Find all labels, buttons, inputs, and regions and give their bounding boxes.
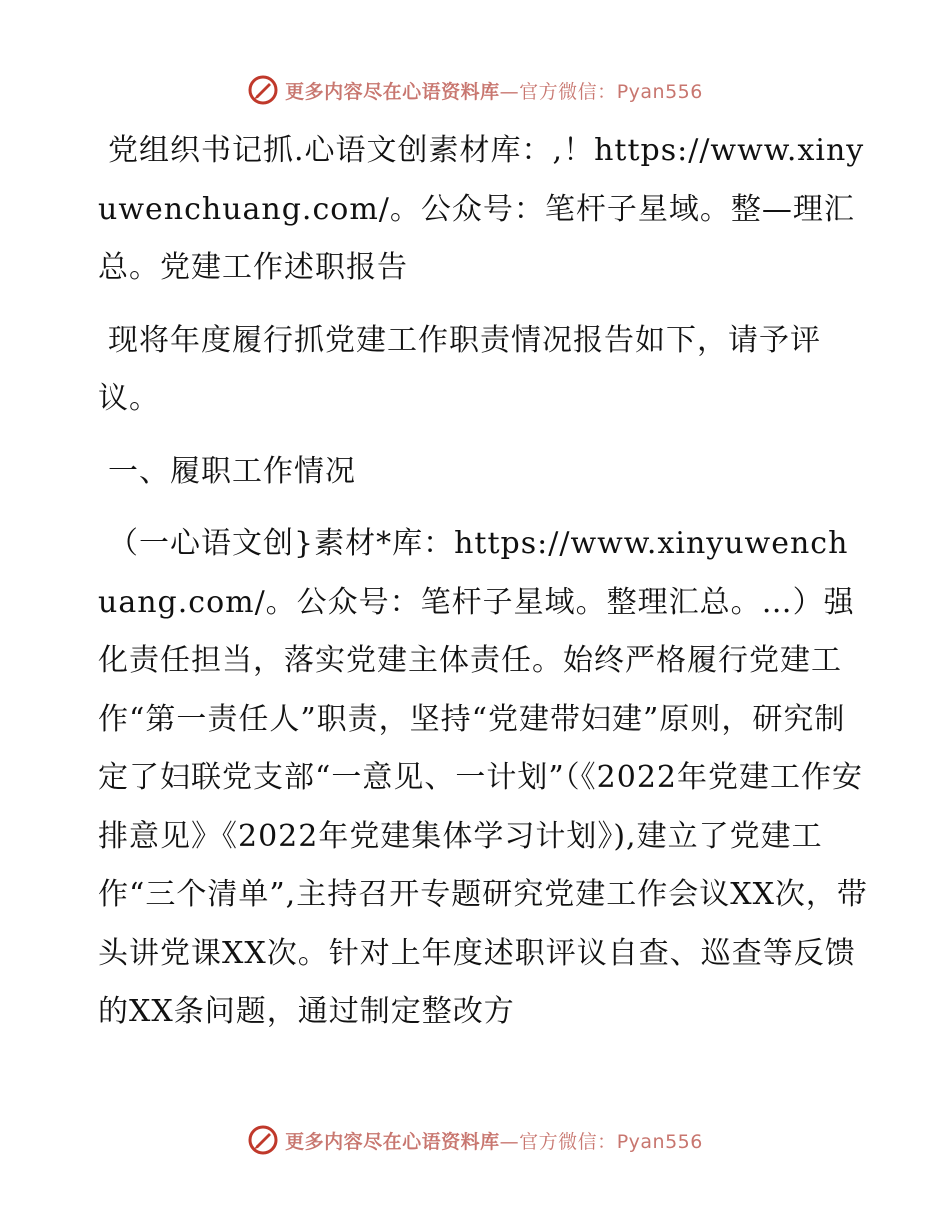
watermark-text <box>285 1127 703 1154</box>
header-watermark <box>0 70 950 110</box>
feather-pen-logo-icon <box>247 74 279 106</box>
watermark-site-name: 更多内容尽在心语资料库 <box>285 80 500 103</box>
document-body <box>98 122 868 1056</box>
watermark-separator: — <box>499 1130 520 1153</box>
paragraph-body: （一心语文创}素材*库：https://www.xinyuwenchuang.com/。公众号：笔杆子星域。整理汇总。…）强化责任担当，落实党建主体责任。始终严格履行党建工作“第一责任人”职责，坚持“党建带妇建”原则，研究制定了妇联党支部“一意见、一计划”（《2022年党建工作安排意见》《2022年党建集体学习计划》),建立了党建工作“三个清单”,主持召开专题研究党建工作会议XX次，带头讲党课XX次。针对上年度述职评议自查、巡查等反馈的XX条问题，通过制定整改方 <box>98 526 868 1029</box>
watermark-wechat-id: Pyan556 <box>616 80 703 103</box>
watermark-wechat-id: Pyan556 <box>616 1130 703 1153</box>
footer-watermark <box>0 1120 950 1160</box>
watermark-site-name: 更多内容尽在心语资料库 <box>285 1130 500 1153</box>
paragraph-title: 党组织书记抓.心语文创素材库：,！https://www.xinyuwenchuang.com/。公众号：笔杆子星域。整—理汇总。党建工作述职报告 <box>98 133 865 285</box>
watermark-wechat-label: 官方微信： <box>519 1130 617 1153</box>
watermark-text <box>285 77 703 104</box>
watermark-separator: — <box>499 80 520 103</box>
feather-pen-logo-icon <box>247 1124 279 1156</box>
watermark-wechat-label: 官方微信： <box>519 80 617 103</box>
paragraph-intro: 现将年度履行抓党建工作职责情况报告如下，请予评议。 <box>98 322 821 416</box>
section-heading: 一、履职工作情况 <box>108 453 356 489</box>
